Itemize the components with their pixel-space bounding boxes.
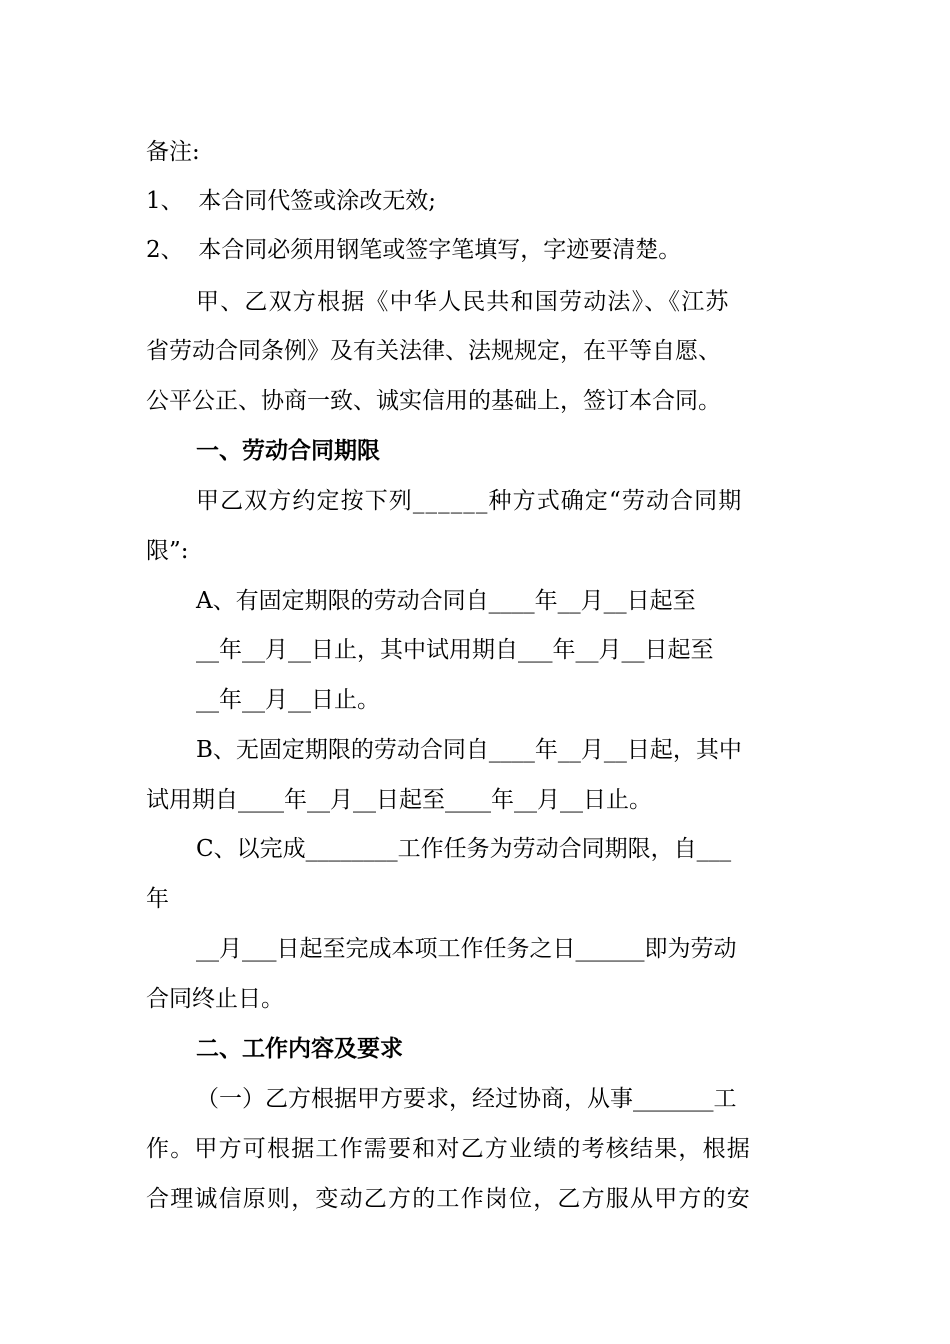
section-1-para-line-1: 甲乙双方约定按下列______种方式确定“劳动合同期 <box>196 488 743 514</box>
option-c-line-3: __月___日起至完成本项工作任务之日______即为劳动 <box>196 936 737 962</box>
option-b-line-2: 试用期自____年__月__日起至____年__月__日止。 <box>146 787 652 813</box>
section-1-para-line-2: 限”: <box>146 538 189 564</box>
section-2-para-line-3: 合理诚信原则，变动乙方的工作岗位，乙方服从甲方的安 <box>146 1186 751 1212</box>
option-a-line-3: __年__月__日止。 <box>196 687 380 713</box>
notes-title: 备注: <box>146 139 200 165</box>
section-2-heading: 二、工作内容及要求 <box>196 1035 403 1062</box>
option-a-line-2: __年__月__日止，其中试用期自___年__月__日起至 <box>196 637 714 663</box>
option-c-line-2: 年 <box>146 886 169 912</box>
option-b-line-1: B、无固定期限的劳动合同自____年__月__日起，其中 <box>196 737 742 763</box>
option-c-line-4: 合同终止日。 <box>146 986 284 1012</box>
intro-line-3: 公平公正、协商一致、诚实信用的基础上，签订本合同。 <box>146 388 721 414</box>
intro-line-2: 省劳动合同条例》及有关法律、法规规定，在平等自愿、 <box>146 338 721 364</box>
intro-line-1: 甲、乙双方根据《中华人民共和国劳动法》、《江苏 <box>196 289 730 315</box>
option-c-line-1: C、以完成________工作任务为劳动合同期限，自___ <box>196 836 732 862</box>
note-item-2: 2、 本合同必须用钢笔或签字笔填写，字迹要清楚。 <box>146 237 682 263</box>
option-a-line-1: A、有固定期限的劳动合同自____年__月__日起至 <box>196 588 696 614</box>
section-1-heading: 一、劳动合同期限 <box>196 437 380 464</box>
section-2-para-line-2: 作。甲方可根据工作需要和对乙方业绩的考核结果，根据 <box>146 1136 751 1162</box>
section-2-para-line-1: （一）乙方根据甲方要求，经过协商，从事_______工 <box>196 1086 737 1112</box>
note-item-1: 1、 本合同代签或涂改无效; <box>146 188 437 214</box>
